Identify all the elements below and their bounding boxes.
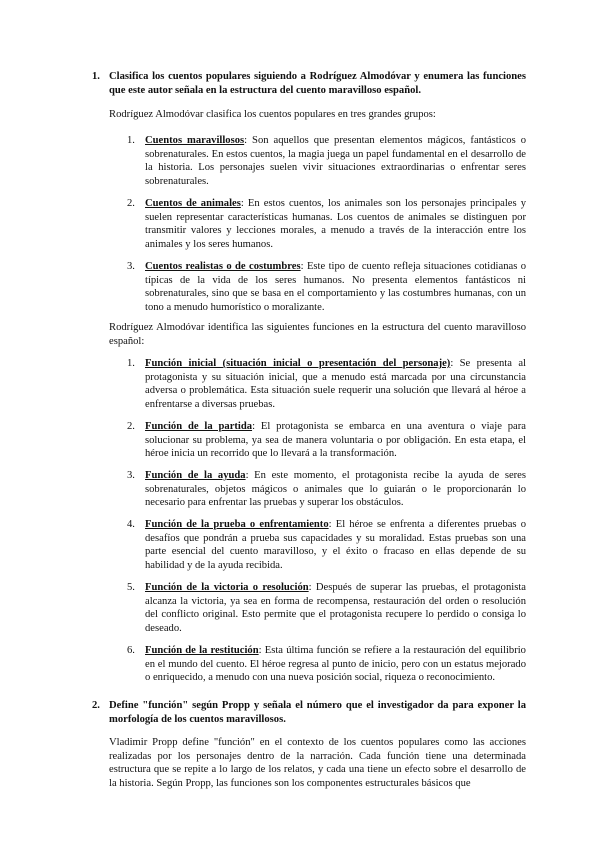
item-term: Función inicial (situación inicial o presentación del personaje) — [145, 358, 451, 369]
item-text: : El héroe se enfrenta a diferentes pruebas o desafíos que pondrán a prueba sus capacidades y su moralidad. Estas pruebas son una parte esencial del cuento maravilloso, y el éxito o fracaso en ellas depende de su habilidad y de la ayuda recibida. — [145, 519, 526, 571]
functions-intro: Rodríguez Almodóvar identifica las siguientes funciones en la estructura del cuento maravilloso español: — [109, 322, 526, 347]
list-item — [127, 420, 526, 461]
propp-paragraph: Vladimir Propp define "función" en el contexto de los cuentos populares como las acciones realizadas por los personajes dentro de la narración. Cada función tiene una determinada estructura que se repite a lo largo de los relatos, y cada una tiene un efecto sobre el desarrollo de la historia. Según Propp, las funciones son los componentes estructurales básicos que — [109, 737, 526, 789]
list-item — [127, 581, 526, 636]
item-number: 4. — [127, 519, 135, 530]
item-text: : Se presenta al protagonista y su situación inicial, que a menudo está marcada por una circunstancia adversa o problemática. Esta situación suele requerir una solución que llevará al héroe a enfrentarse a diversas pruebas. — [145, 358, 526, 410]
item-term: Cuentos maravillosos — [145, 135, 245, 146]
item-text: : Son aquellos que presentan elementos mágicos, fantásticos o sobrenaturales. En estos cuentos, la magia juega un papel fundamental en el desarrollo de la historia. Los personajes suelen vivir situaciones extraordinarias o enfrentar seres sobrenaturales. — [145, 135, 526, 187]
item-number: 1. — [127, 135, 135, 146]
groups-list — [127, 134, 526, 315]
item-number: 6. — [127, 645, 135, 656]
item-text: : En estos cuentos, los animales son los personajes principales y suelen representar características humanas. Los cuentos de animales se distinguen por transmitir valores y lecciones morales, a menudo a través de la interacción entre los animales y los seres humanos. — [145, 198, 526, 250]
list-item — [127, 134, 526, 189]
list-item — [127, 357, 526, 412]
item-number: 2. — [127, 198, 135, 209]
list-item — [127, 518, 526, 573]
item-text: : Esta última función se refiere a la restauración del equilibrio en el mundo del cuento. El héroe regresa al punto de inicio, pero con un estatus mejorado o enriquecido, a menudo con una nueva posición social, riqueza o reconocimiento. — [145, 645, 526, 684]
item-number: 5. — [127, 582, 135, 593]
item-term: Función de la victoria o resolución — [145, 582, 309, 593]
item-number: 1. — [127, 358, 135, 369]
question-1-text: Clasifica los cuentos populares siguiendo a Rodríguez Almodóvar y enumera las funciones que este autor señala en la estructura del cuento maravilloso español. — [109, 71, 526, 96]
item-text: : Este tipo de cuento refleja situaciones cotidianas o típicas de la vida de los seres humanos. No presenta elementos fantásticos ni sobrenaturales, sino que se basa en el comportamiento y las costumbres humanas, con un tono a menudo humorístico o moralizante. — [145, 261, 526, 313]
item-number: 3. — [127, 470, 135, 481]
item-term: Cuentos realistas o de costumbres — [145, 261, 301, 272]
item-text: : El protagonista se embarca en una aventura o viaje para solucionar su problema, ya sea de manera voluntaria o por obligación. En esta etapa, el héroe inicia un recorrido que lo llevará a la transformación. — [145, 421, 526, 460]
item-text: : En este momento, el protagonista recibe la ayuda de seres sobrenaturales, objetos mágicos o animales que lo guiarán o le proporcionarán lo necesario para enfrentar las pruebas y superar los obstáculos. — [145, 470, 526, 509]
question-1 — [92, 70, 526, 97]
item-term: Función de la partida — [145, 421, 253, 432]
functions-list — [127, 357, 526, 699]
item-term: Función de la restitución — [145, 645, 259, 656]
item-number: 3. — [127, 261, 135, 272]
item-term: Cuentos de animales — [145, 198, 241, 209]
item-term: Función de la ayuda — [145, 470, 246, 481]
item-term: Función de la prueba o enfrentamiento — [145, 519, 329, 530]
question-2 — [92, 699, 526, 726]
list-item — [127, 644, 526, 699]
question-1-number: 1. — [92, 71, 100, 82]
item-number: 2. — [127, 421, 135, 432]
groups-intro: Rodríguez Almodóvar clasifica los cuentos populares en tres grandes grupos: — [109, 109, 436, 120]
question-2-text: Define "función" según Propp y señala el número que el investigador da para exponer la morfología de los cuentos maravillosos. — [109, 700, 526, 725]
list-item — [127, 469, 526, 510]
item-text: : Después de superar las pruebas, el protagonista alcanza la victoria, ya sea en forma de recompensa, restauración del orden o resolución del conflicto original. Esto permite que el protagonista recupere lo perdido o consiga lo deseado. — [145, 582, 526, 634]
question-2-number: 2. — [92, 700, 100, 711]
list-item — [127, 197, 526, 252]
list-item — [127, 260, 526, 315]
